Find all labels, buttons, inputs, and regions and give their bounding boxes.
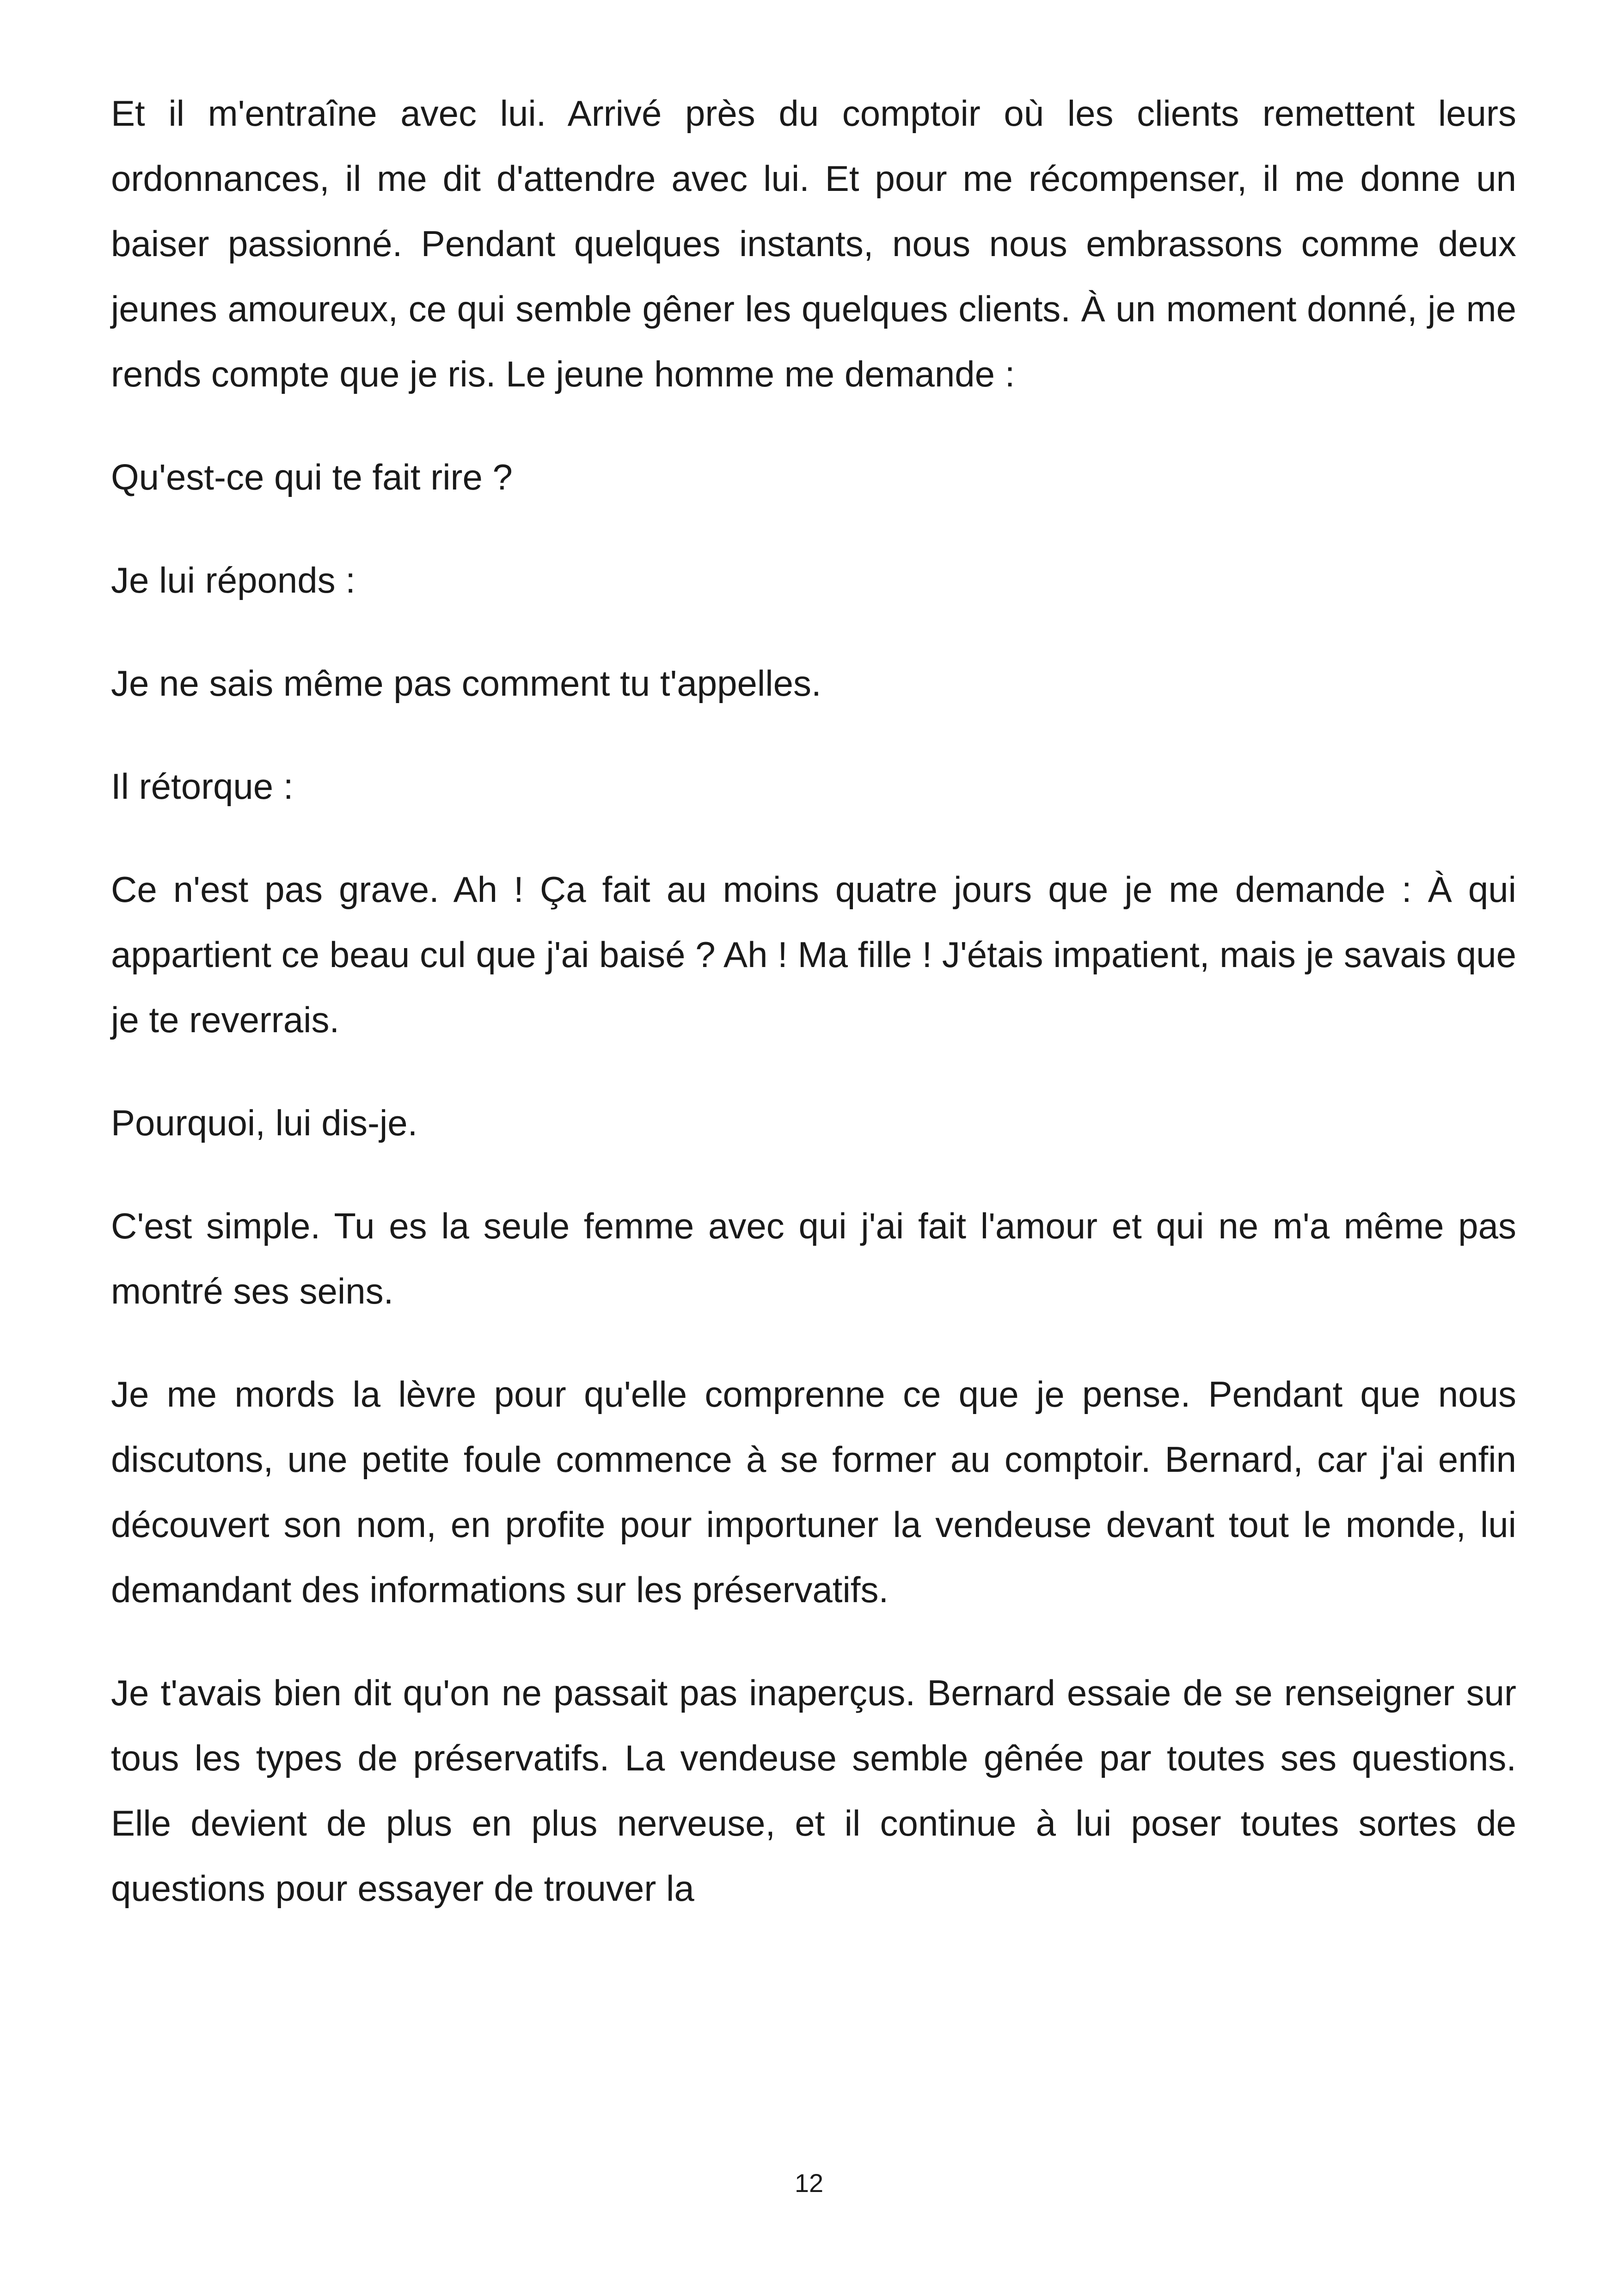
paragraph: Il rétorque : [111,766,294,807]
body-text [111,81,1516,1959]
paragraph: Qu'est-ce qui te fait rire ? [111,457,513,497]
paragraph: Je me mords la lèvre pour qu'elle comprenne ce que je pense. Pendant que nous discutons, une petite foule commence à se former au comptoir. Bernard, car j'ai enfin découvert son nom, en profite pour importuner la vendeuse devant tout le monde, lui demandant des informations sur les préservatifs. [111,1374,1516,1610]
paragraph: C'est simple. Tu es la seule femme avec qui j'ai fait l'amour et qui ne m'a même pas montré ses seins. [111,1206,1516,1311]
paragraph: Pourquoi, lui dis-je. [111,1102,418,1143]
paragraph: Je ne sais même pas comment tu t'appelles. [111,663,821,704]
page-number: 12 [794,2168,824,2198]
paragraph: Et il m'entraîne avec lui. Arrivé près du comptoir où les clients remettent leurs ordonnances, il me dit d'attendre avec lui. Et pour me récompenser, il me donne un baiser passionné. Pendant quelques instants, nous nous embrassons comme deux jeunes amoureux, ce qui semble gêner les quelques clients. À un moment donné, je me rends compte que je ris. Le jeune homme me demande : [111,93,1516,394]
paragraph: Ce n'est pas grave. Ah ! Ça fait au moins quatre jours que je me demande : À qui appartient ce beau cul que j'ai baisé ? Ah ! Ma fille ! J'étais impatient, mais je savais que je te reverrais. [111,869,1516,1040]
paragraph: Je t'avais bien dit qu'on ne passait pas inaperçus. Bernard essaie de se renseigner sur tous les types de préservatifs. La vendeuse semble gênée par toutes ses questions. Elle devient de plus en plus nerveuse, et il continue à lui poser toutes sortes de questions pour essayer de trouver la [111,1672,1516,1909]
paragraph: Je lui réponds : [111,560,355,600]
